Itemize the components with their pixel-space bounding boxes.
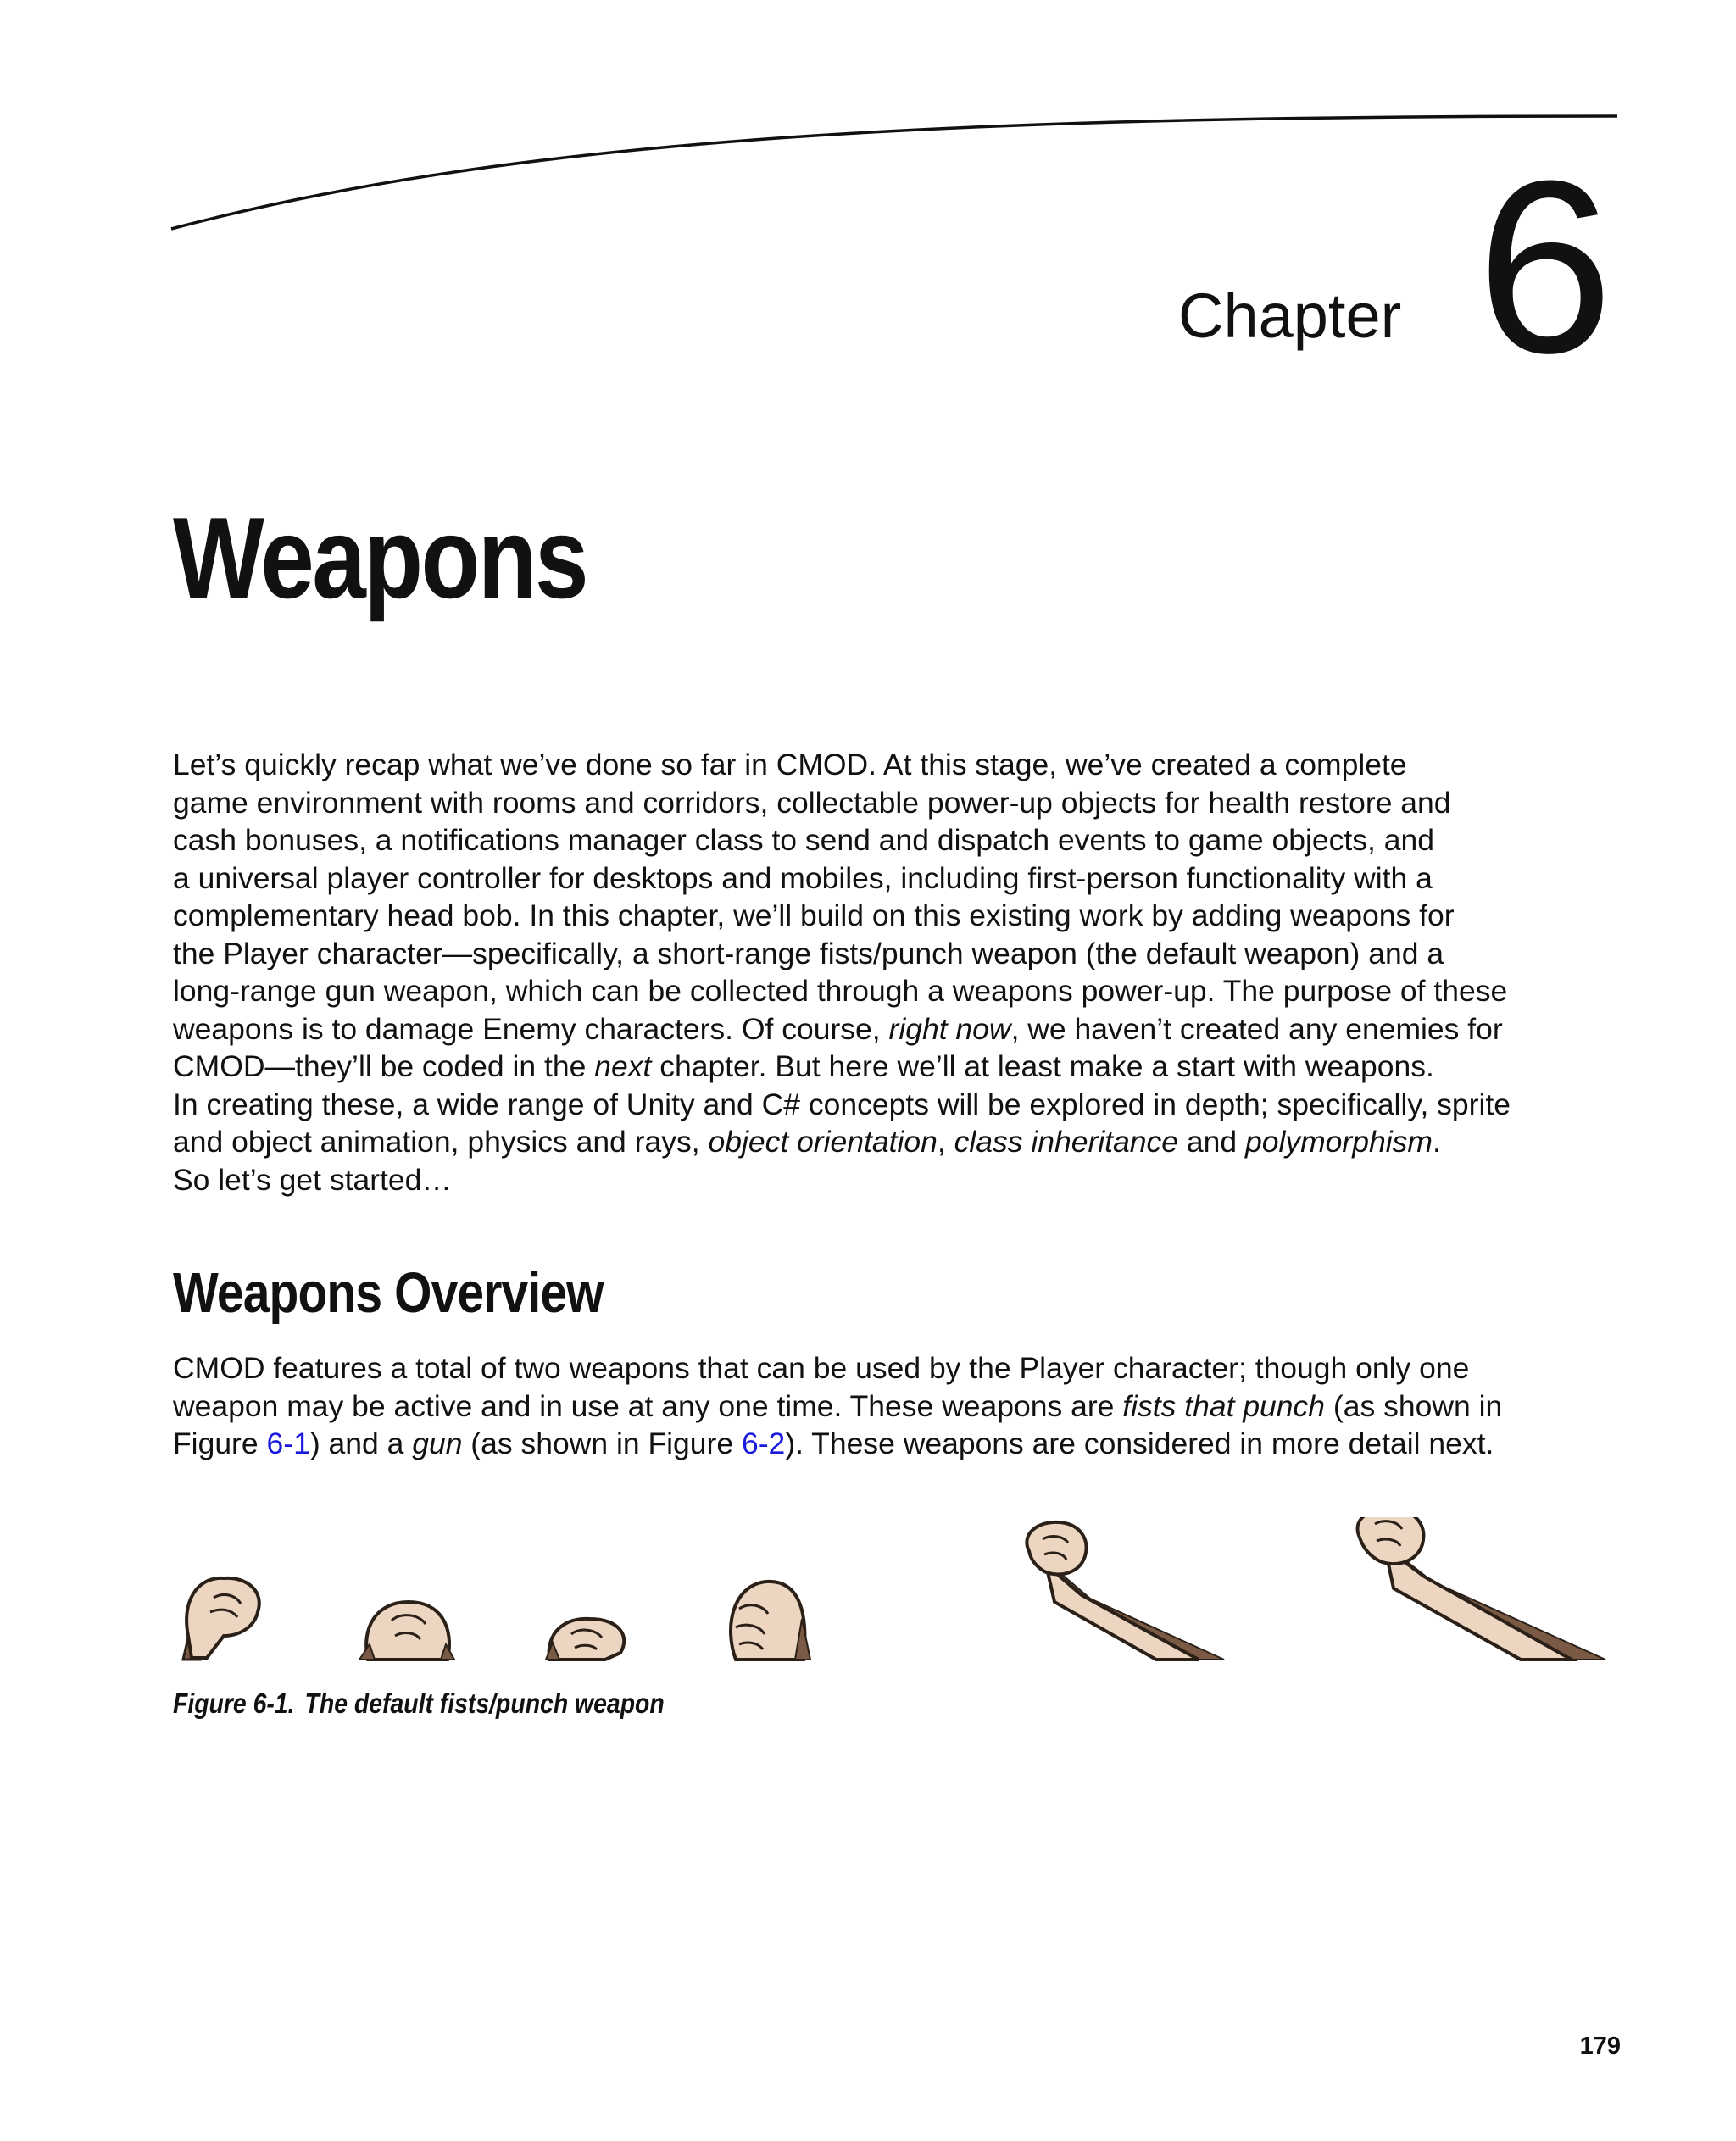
overview-paragraph	[173, 1349, 1631, 1463]
intro-line: cash bonuses, a notifications manager class to send and dispatch events to game objects, and	[173, 823, 1434, 857]
figure-label: Figure 6-1.	[173, 1688, 295, 1719]
emphasis: gun	[412, 1426, 463, 1460]
chapter-number: 6	[1477, 130, 1614, 404]
emphasis: object orientation	[708, 1125, 938, 1159]
intro-line: CMOD—they’ll be coded in the next chapter. But here we’ll at least make a start with weapons.	[173, 1049, 1434, 1083]
section-heading: Weapons Overview	[173, 1261, 604, 1325]
punch-arm-sprite-2	[1358, 1517, 1605, 1660]
emphasis: right now	[888, 1011, 1011, 1046]
intro-line: and object animation, physics and rays, object orientation, class inheritance and polymorphism.	[173, 1125, 1441, 1159]
overview-line: weapon may be active and in use at any one time. These weapons are fists that punch (as shown in	[173, 1388, 1503, 1423]
overview-line: Figure 6-1) and a gun (as shown in Figure 6-2). These weapons are considered in more detail next.	[173, 1426, 1494, 1460]
intro-line: Let’s quickly recap what we’ve done so far in CMOD. At this stage, we’ve created a complete	[173, 748, 1407, 781]
fist-sprite-3	[546, 1619, 624, 1660]
overview-line: CMOD features a total of two weapons that can be used by the Player character; though only one	[173, 1351, 1470, 1385]
fists-figure-illustration	[173, 1517, 1614, 1661]
intro-line: a universal player controller for desktops and mobiles, including first-person functionality with a	[173, 860, 1433, 895]
punch-arm-sprite-1	[1027, 1522, 1224, 1660]
figure-6-2-link[interactable]: 6-2	[741, 1426, 786, 1460]
intro-line: long-range gun weapon, which can be collected through a weapons power-up. The purpose of these	[173, 974, 1508, 1008]
emphasis: next	[594, 1049, 652, 1083]
figure-6-1-link[interactable]: 6-1	[266, 1426, 310, 1460]
fist-sprite-1	[183, 1578, 259, 1660]
emphasis: fists that punch	[1122, 1388, 1326, 1423]
intro-line: complementary head bob. In this chapter, we’ll build on this existing work by adding weapons for	[173, 898, 1455, 932]
intro-line: So let’s get started…	[173, 1162, 452, 1197]
figure-caption-text: The default fists/punch weapon	[304, 1688, 665, 1719]
emphasis: polymorphism	[1244, 1125, 1433, 1159]
fist-sprite-4	[731, 1582, 810, 1660]
chapter-swoosh-line	[170, 106, 1619, 237]
emphasis: class inheritance	[954, 1125, 1179, 1159]
intro-paragraphs	[173, 746, 1631, 1198]
intro-line: In creating these, a wide range of Unity and C# concepts will be explored in depth; specifically, sprite	[173, 1087, 1511, 1121]
chapter-label: Chapter	[1178, 281, 1402, 351]
intro-line: weapons is to damage Enemy characters. Of course, right now, we haven’t created any enemies for	[173, 1011, 1503, 1046]
page-number: 179	[1579, 2033, 1621, 2060]
fist-sprite-2	[359, 1602, 454, 1660]
figure-caption	[173, 1689, 665, 1717]
chapter-title: Weapons	[173, 493, 587, 622]
intro-line: game environment with rooms and corridors, collectable power-up objects for health restore and	[173, 785, 1451, 820]
intro-line: the Player character—specifically, a short-range fists/punch weapon (the default weapon) and a	[173, 936, 1444, 970]
